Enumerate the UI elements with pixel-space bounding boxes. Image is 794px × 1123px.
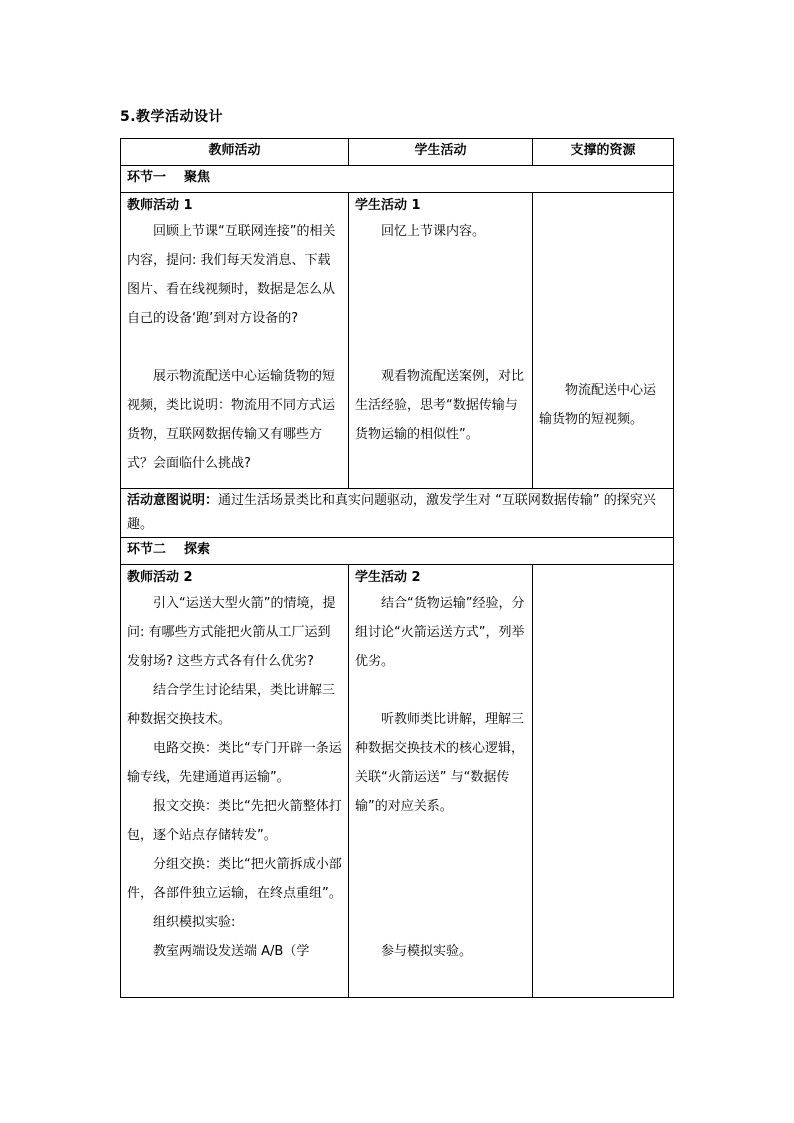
stage-2-student-cell <box>349 565 533 998</box>
stage-1-resource-cell <box>533 193 674 489</box>
teacher-activity-2-text-5: 分组交换：类比“把火箭拆成小部件，各部件独立运输，在终点重组”。 <box>127 857 342 901</box>
stage-2-name: 探索 <box>184 542 211 557</box>
header-resources: 支撑的资源 <box>533 139 674 166</box>
stage-1-label: 环节一 <box>127 170 167 185</box>
teacher-activity-2-text-6: 组织模拟实验: <box>153 915 236 930</box>
student-activity-1-text-1: 回忆上节课内容。 <box>381 224 486 239</box>
teacher-activity-2-text-3: 电路交换：类比“专门开辟一条运输专线，先建通道再运输”。 <box>127 741 342 785</box>
student-activity-2-text-1: 结合“货物运输”经验，分组讨论“火箭运送方式”，列举优劣。 <box>355 596 525 669</box>
teacher-activity-2-title: 教师活动 2 <box>127 570 193 585</box>
stage-1-content-row <box>121 193 674 489</box>
header-teacher-activity: 教师活动 <box>121 139 349 166</box>
student-activity-1-title: 学生活动 1 <box>355 198 421 213</box>
section-title: 5.教学活动设计 <box>120 109 224 125</box>
stage-row-1 <box>121 166 674 193</box>
stage-1-student-cell <box>349 193 533 489</box>
stage-1-purpose-cell <box>121 489 674 538</box>
resource-1-text: 物流配送中心运输货物的短视频。 <box>539 383 657 427</box>
teacher-activity-1-text-2: 展示物流配送中心运输货物的短视频，类比说明：物流用不同方式运货物，互联网数据传输又有哪些方式？会面临什么挑战? <box>127 369 336 471</box>
teacher-activity-1-title: 教师活动 1 <box>127 198 193 213</box>
teacher-activity-2-text-7: 教室两端设发送端 A/B（学 <box>153 944 310 959</box>
student-activity-1-text-2: 观看物流配送案例，对比生活经验，思考“数据传输与货物运输的相似性”。 <box>355 369 525 442</box>
stage-1-name: 聚焦 <box>184 170 211 185</box>
teacher-activity-2-text-2: 结合学生讨论结果，类比讲解三种数据交换技术。 <box>127 683 336 727</box>
stage-1-purpose-row <box>121 489 674 538</box>
student-activity-2-title: 学生活动 2 <box>355 570 421 585</box>
activity-design-table <box>120 138 674 998</box>
purpose-label: 活动意图说明： <box>127 493 219 508</box>
header-student-activity: 学生活动 <box>349 139 533 166</box>
stage-2-heading <box>121 538 674 565</box>
student-activity-2-text-3: 参与模拟实验。 <box>381 944 473 959</box>
stage-2-teacher-cell <box>121 565 349 998</box>
stage-1-heading <box>121 166 674 193</box>
stage-row-2 <box>121 538 674 565</box>
stage-2-label: 环节二 <box>127 542 167 557</box>
stage-1-teacher-cell <box>121 193 349 489</box>
teacher-activity-2-text-4: 报文交换：类比“先把火箭整体打包，逐个站点存储转发”。 <box>127 799 342 843</box>
purpose-text: 通过生活场景类比和真实问题驱动，激发学生对 “互联网数据传输” 的探究兴趣。 <box>127 493 656 532</box>
student-activity-2-text-2: 听教师类比讲解，理解三种数据交换技术的核心逻辑，关联“火箭运送” 与“数据传输”的对应关系。 <box>355 712 525 814</box>
teacher-activity-1-text-1: 回顾上节课“互联网连接”的相关内容，提问: 我们每天发消息、下载图片、看在线视频时，数据是怎么从自己的设备‘跑’到对方设备的? <box>127 224 336 326</box>
stage-2-resource-cell <box>533 565 674 998</box>
table-header-row <box>121 139 674 166</box>
teacher-activity-2-text-1: 引入“运送大型火箭”的情境，提问: 有哪些方式能把火箭从工厂运到发射场? 这些方式各有什么优劣? <box>127 596 336 669</box>
stage-2-content-row <box>121 565 674 998</box>
